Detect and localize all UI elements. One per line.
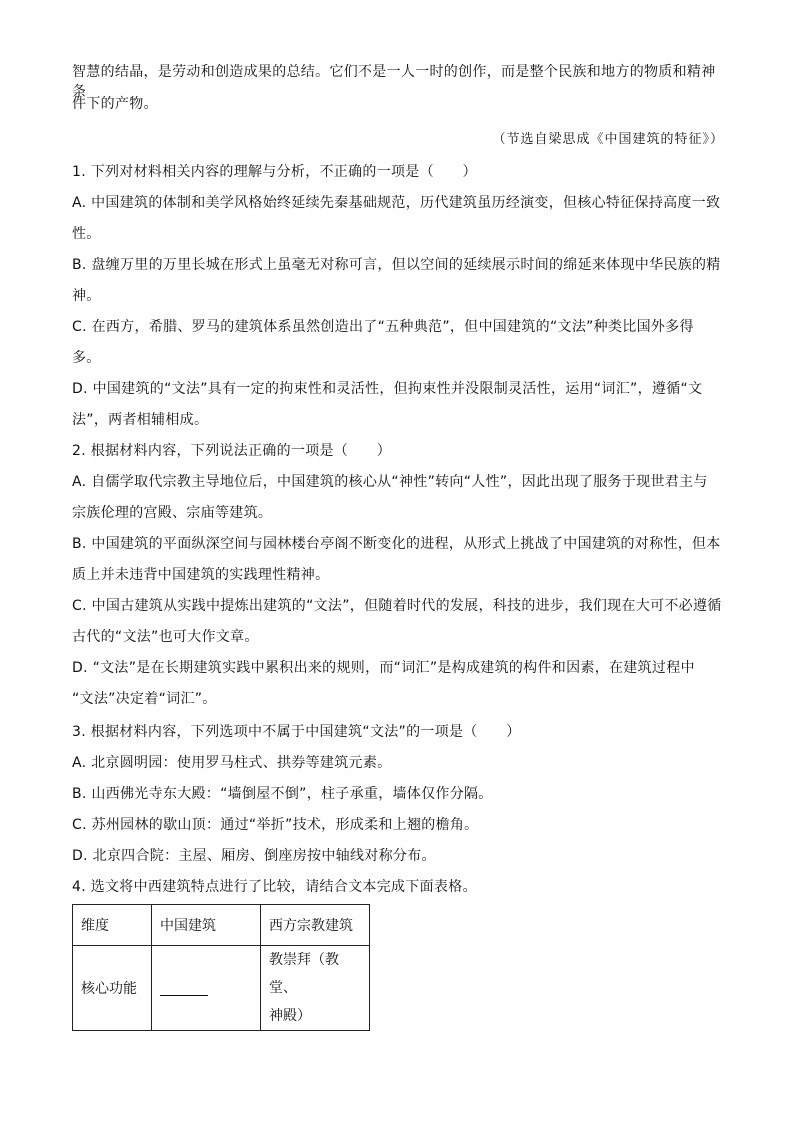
option-d: D. “文法”是在长期建筑实践中累积出来的规则，而“词汇”是构成建筑的构件和因素，在建筑过程中	[72, 660, 695, 676]
option-a-cont: 性。	[72, 226, 101, 242]
option-b-cont: 质上并未违背中国建筑的实践理性精神。	[72, 567, 330, 583]
table-cell: 核心功能	[73, 946, 152, 1031]
answer-blank-line[interactable]	[160, 981, 208, 996]
answer-blank-cell	[152, 946, 261, 1031]
table-row	[73, 946, 370, 1031]
option-d-cont: 法”，两者相辅相成。	[72, 412, 209, 428]
passage-line: 智慧的结晶，是劳动和创造成果的总结。它们不是一人一时的创作，而是整个民族和地方的物质和精神条	[72, 64, 716, 100]
passage-line: 件下的产物。	[72, 96, 158, 112]
option-b: B. 山西佛光寺东大殿：“墙倒屋不倒”，柱子承重，墙体仅作分隔。	[72, 786, 493, 802]
question-stem: 3. 根据材料内容，下列选项中不属于中国建筑“文法”的一项是（ ）	[72, 724, 521, 740]
passage-source: （节选自梁思成《中国建筑的特征》）	[492, 132, 724, 147]
option-a: A. 自儒学取代宗教主导地位后，中国建筑的核心从“神性”转向“人性”，因此出现了服务于现世君主与	[72, 474, 708, 490]
option-d: D. 北京四合院：主屋、厢房、倒座房按中轴线对称分布。	[72, 848, 436, 864]
option-a: A. 北京圆明园：使用罗马柱式、拱券等建筑元素。	[72, 755, 392, 771]
option-c-cont: 多。	[72, 350, 101, 366]
table-cell-line: 教崇拜（教堂、	[269, 952, 339, 996]
table-cell-line: 神殿）	[269, 1008, 311, 1024]
option-b: B. 盘缠万里的万里长城在形式上虽毫无对称可言，但以空间的延续展示时间的绵延来体现中华民族的精	[72, 257, 721, 273]
question-stem: 2. 根据材料内容，下列说法正确的一项是（ ）	[72, 443, 392, 459]
option-c-cont: 古代的“文法”也可大作文章。	[72, 629, 259, 645]
question-stem: 1. 下列对材料相关内容的理解与分析，不正确的一项是（ ）	[72, 164, 477, 180]
option-d-cont: “文法”决定着“词汇”。	[72, 691, 217, 707]
option-c: C. 中国古建筑从实践中提炼出建筑的“文法”，但随着时代的发展，科技的进步，我们现在大可不必遵循	[72, 598, 722, 614]
table-header-cell: 维度	[73, 905, 152, 946]
question-stem: 4. 选文将中西建筑特点进行了比较，请结合文本完成下面表格。	[72, 879, 477, 895]
table-header-row	[73, 905, 370, 946]
table-header-cell: 中国建筑	[152, 905, 261, 946]
option-b-cont: 神。	[72, 288, 101, 304]
option-a-cont: 宗族伦理的宫殿、宗庙等建筑。	[72, 505, 273, 521]
comparison-table	[72, 904, 370, 1031]
option-d: D. 中国建筑的“文法”具有一定的拘束性和灵活性，但拘束性并没限制灵活性，运用“词汇”，遵循“文	[72, 381, 703, 397]
option-c: C. 在西方，希腊、罗马的建筑体系虽然创造出了“五种典范”，但中国建筑的“文法”种类比国外多得	[72, 319, 694, 335]
option-c: C. 苏州园林的歇山顶：通过“举折”技术，形成柔和上翘的檐角。	[72, 817, 479, 833]
option-a: A. 中国建筑的体制和美学风格始终延续先秦基础规范，历代建筑虽历经演变，但核心特征保持高度一致	[72, 195, 721, 211]
option-b: B. 中国建筑的平面纵深空间与园林楼台亭阁不断变化的进程，从形式上挑战了中国建筑的对称性，但本	[72, 536, 721, 552]
table-cell	[261, 946, 370, 1031]
table-header-cell: 西方宗教建筑	[261, 905, 370, 946]
